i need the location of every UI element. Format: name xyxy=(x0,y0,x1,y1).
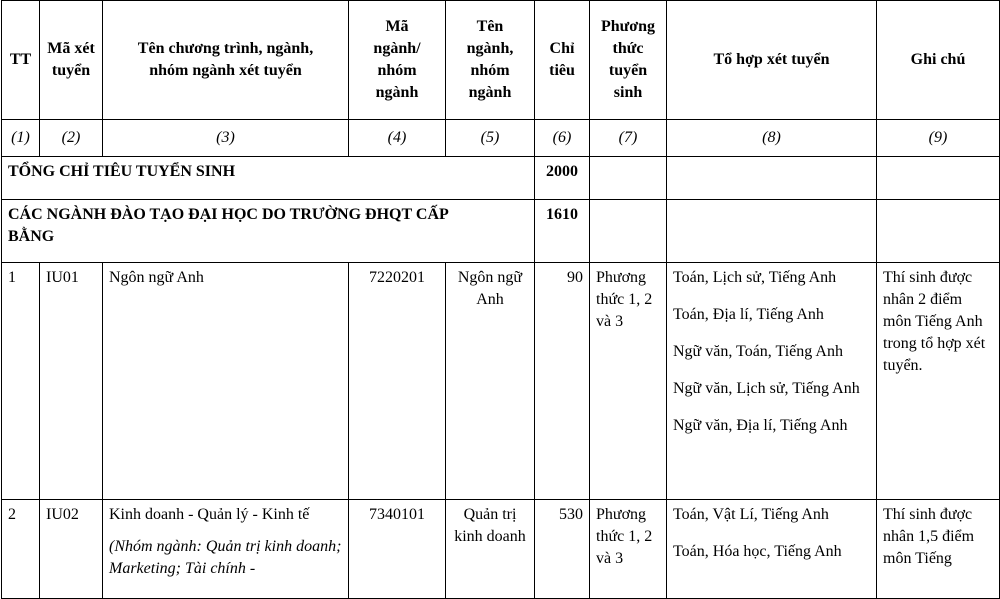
row-method: Phương thức 1, 2 và 3 xyxy=(590,500,667,599)
row-note: Thí sinh được nhân 2 điểm môn Tiếng Anh trong tổ hợp xét tuyển. xyxy=(877,263,1000,500)
summary-label: TỔNG CHỈ TIÊU TUYỂN SINH xyxy=(2,157,535,200)
program-name: Ngôn ngữ Anh xyxy=(109,269,204,286)
column-number: (5) xyxy=(446,120,535,157)
row-code: IU01 xyxy=(40,263,103,500)
column-number: (7) xyxy=(590,120,667,157)
combo-item: Toán, Lịch sử, Tiếng Anh xyxy=(673,269,837,286)
combo-item: Toán, Vật Lí, Tiếng Anh xyxy=(673,506,829,523)
row-tt: 1 xyxy=(2,263,40,500)
table-row xyxy=(2,263,1000,500)
column-number: (9) xyxy=(877,120,1000,157)
combo-item: Ngữ văn, Toán, Tiếng Anh xyxy=(673,343,843,360)
row-combos xyxy=(667,500,877,599)
column-number: (6) xyxy=(535,120,590,157)
header-to-hop: Tổ hợp xét tuyển xyxy=(667,1,877,120)
header-tt: TT xyxy=(2,1,40,120)
row-major-name: Quản trị kinh doanh xyxy=(446,500,535,599)
column-number: (2) xyxy=(40,120,103,157)
row-program xyxy=(103,263,349,500)
row-note: Thí sinh được nhân 1,5 điểm môn Tiếng xyxy=(877,500,1000,599)
row-program xyxy=(103,500,349,599)
column-number: (3) xyxy=(103,120,349,157)
combo-item: Ngữ văn, Địa lí, Tiếng Anh xyxy=(673,417,848,434)
header-row xyxy=(2,1,1000,120)
header-ten-nganh: Tên ngành, nhóm ngành xyxy=(446,1,535,120)
row-major-name: Ngôn ngữ Anh xyxy=(446,263,535,500)
summary-label: CÁC NGÀNH ĐÀO TẠO ĐẠI HỌC DO TRƯỜNG ĐHQT CẤP BẰNG xyxy=(2,200,535,263)
row-combos xyxy=(667,263,877,500)
summary-row-undergrad xyxy=(2,200,1000,263)
header-ten-chuong-trinh: Tên chương trình, ngành, nhóm ngành xét tuyển xyxy=(103,1,349,120)
summary-value: 1610 xyxy=(535,200,590,263)
admissions-table xyxy=(1,0,1000,599)
column-number: (8) xyxy=(667,120,877,157)
table-row xyxy=(2,500,1000,599)
combo-item: Ngữ văn, Lịch sử, Tiếng Anh xyxy=(673,380,860,397)
header-ma-nganh: Mã ngành/ nhóm ngành xyxy=(349,1,446,120)
row-tt: 2 xyxy=(2,500,40,599)
header-phuong-thuc: Phương thức tuyển sinh xyxy=(590,1,667,120)
row-method: Phương thức 1, 2 và 3 xyxy=(590,263,667,500)
header-ghi-chu: Ghi chú xyxy=(877,1,1000,120)
header-chi-tieu: Chỉ tiêu xyxy=(535,1,590,120)
program-name: Kinh doanh - Quản lý - Kinh tế xyxy=(109,506,310,523)
program-note: (Nhóm ngành: Quản trị kinh doanh; Marketing; Tài chính - xyxy=(109,538,342,577)
row-quota: 530 xyxy=(535,500,590,599)
summary-value: 2000 xyxy=(535,157,590,200)
row-quota: 90 xyxy=(535,263,590,500)
column-number-row xyxy=(2,120,1000,157)
combo-item: Toán, Hóa học, Tiếng Anh xyxy=(673,543,842,560)
row-major-code: 7220201 xyxy=(349,263,446,500)
column-number: (1) xyxy=(2,120,40,157)
combo-item: Toán, Địa lí, Tiếng Anh xyxy=(673,306,824,323)
summary-row-total xyxy=(2,157,1000,200)
column-number: (4) xyxy=(349,120,446,157)
row-major-code: 7340101 xyxy=(349,500,446,599)
row-code: IU02 xyxy=(40,500,103,599)
header-ma-xet-tuyen: Mã xét tuyển xyxy=(40,1,103,120)
